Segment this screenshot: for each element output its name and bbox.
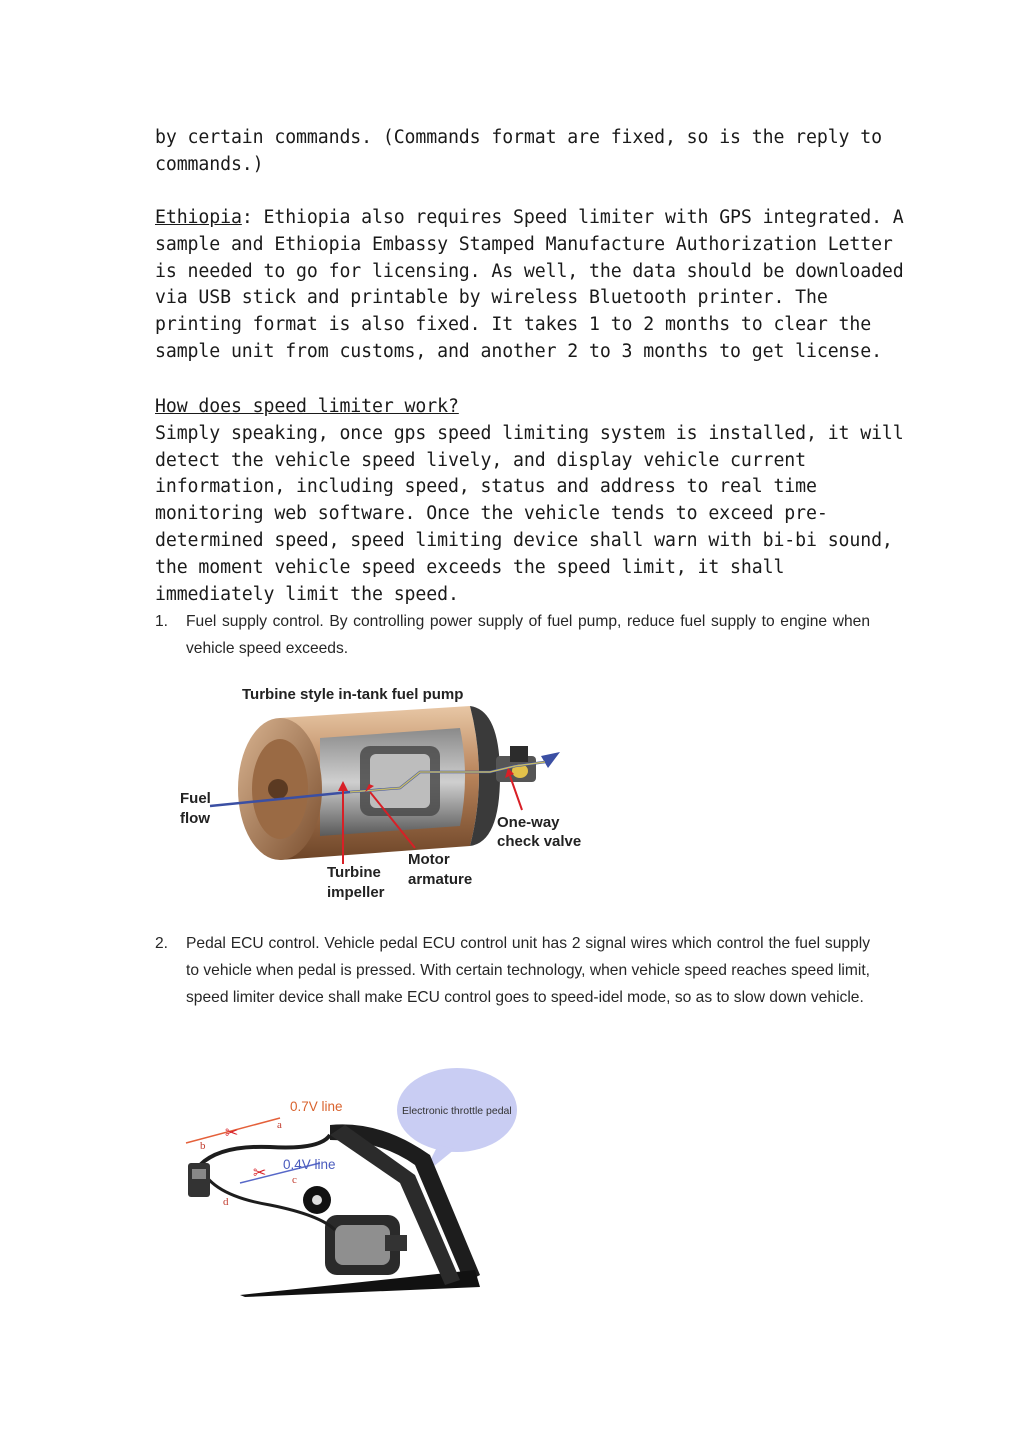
- ethiopia-line: sample and Ethiopia Embassy Stamped Manufacture Authorization Letter: [155, 233, 893, 255]
- list-number: 1.: [155, 613, 169, 630]
- how-line: determined speed, speed limiting device shall warn with bi-bi sound,: [155, 529, 893, 551]
- list-item: [155, 608, 870, 662]
- inlet-hub: [268, 779, 288, 799]
- throttle-pedal-figure: [180, 1065, 525, 1300]
- cut-mark-icon: ✂: [253, 1163, 267, 1182]
- ethiopia-line: via USB stick and printable by wireless Bluetooth printer. The: [155, 287, 828, 309]
- ethiopia-label: Ethiopia: [155, 207, 242, 228]
- intro-line: by certain commands. (Commands format are fixed, so is the reply to: [155, 127, 882, 148]
- outlet-terminal: [510, 746, 528, 762]
- fuel-pump-title: Turbine style in-tank fuel pump: [242, 686, 464, 703]
- list-item: [155, 930, 870, 1011]
- cable-plug: [188, 1163, 210, 1197]
- how-line: Simply speaking, once gps speed limiting system is installed, it will: [155, 422, 904, 444]
- ethiopia-line: : Ethiopia also requires Speed limiter with GPS integrated. A: [241, 207, 904, 228]
- how-line: monitoring web software. Once the vehicle tends to exceed pre-: [155, 503, 828, 525]
- how-line: information, including speed, status and address to real time: [155, 476, 817, 498]
- motor-armature-label: armature: [408, 871, 473, 888]
- how-line: the moment vehicle speed exceeds the speed limit, it shall: [155, 556, 785, 578]
- cable-plug-pin: [192, 1169, 206, 1179]
- ethiopia-line: sample unit from customs, and another 2 to 3 months to get license.: [155, 340, 882, 362]
- turbine-impeller-label: impeller: [327, 884, 385, 901]
- check-valve-label: One-way: [497, 814, 560, 831]
- turbine-impeller-label: Turbine: [327, 864, 381, 881]
- sensor-connector: [385, 1235, 407, 1251]
- wire-d-label: d: [223, 1196, 229, 1208]
- ethiopia-paragraph: [155, 205, 904, 366]
- fuel-flow-label: flow: [180, 810, 210, 827]
- list-number: 2.: [155, 935, 169, 952]
- motor-armature-label: Motor: [408, 851, 450, 868]
- how-heading: How does speed limiter work?: [155, 396, 459, 417]
- intro-line: commands.): [155, 153, 264, 175]
- how-line: detect the vehicle speed lively, and display vehicle current: [155, 449, 806, 471]
- armature-core: [370, 754, 430, 808]
- line-07v-label: 0.7V line: [290, 1099, 343, 1114]
- ethiopia-line: is needed to go for licensing. As well, the data should be downloaded: [155, 260, 904, 282]
- list-text: Pedal ECU control. Vehicle pedal ECU control unit has 2 signal wires which control the fuel supply to vehicle when pedal is pressed. With certain technology, when vehicle speed reaches speed limit, speed limiter device shall make ECU control goes to speed-idel mode, so as to slow down vehicle.: [186, 935, 870, 1006]
- fuel-flow-label: Fuel: [180, 790, 211, 807]
- fuel-pump-figure: [170, 676, 610, 906]
- bubble-label: Electronic throttle pedal: [402, 1105, 512, 1117]
- fuel-flow-arrowhead: [541, 752, 560, 768]
- how-section: [155, 394, 904, 608]
- how-line: immediately limit the speed.: [155, 583, 459, 605]
- intro-paragraph: [155, 125, 882, 179]
- check-valve-label: check valve: [497, 833, 582, 850]
- wire-a-label: a: [277, 1119, 282, 1131]
- sensor-housing: [335, 1225, 390, 1265]
- list-text: Fuel supply control. By controlling power supply of fuel pump, reduce fuel supply to engine when vehicle speed exceeds.: [186, 613, 870, 657]
- ethiopia-line: printing format is also fixed. It takes 1 to 2 months to clear the: [155, 314, 872, 336]
- wire-b-label: b: [200, 1140, 206, 1152]
- pivot-center: [312, 1195, 322, 1205]
- line-04v-label: 0.4V line: [283, 1157, 336, 1172]
- wire-c-label: c: [292, 1174, 297, 1186]
- cut-mark-icon: ✂: [225, 1123, 239, 1142]
